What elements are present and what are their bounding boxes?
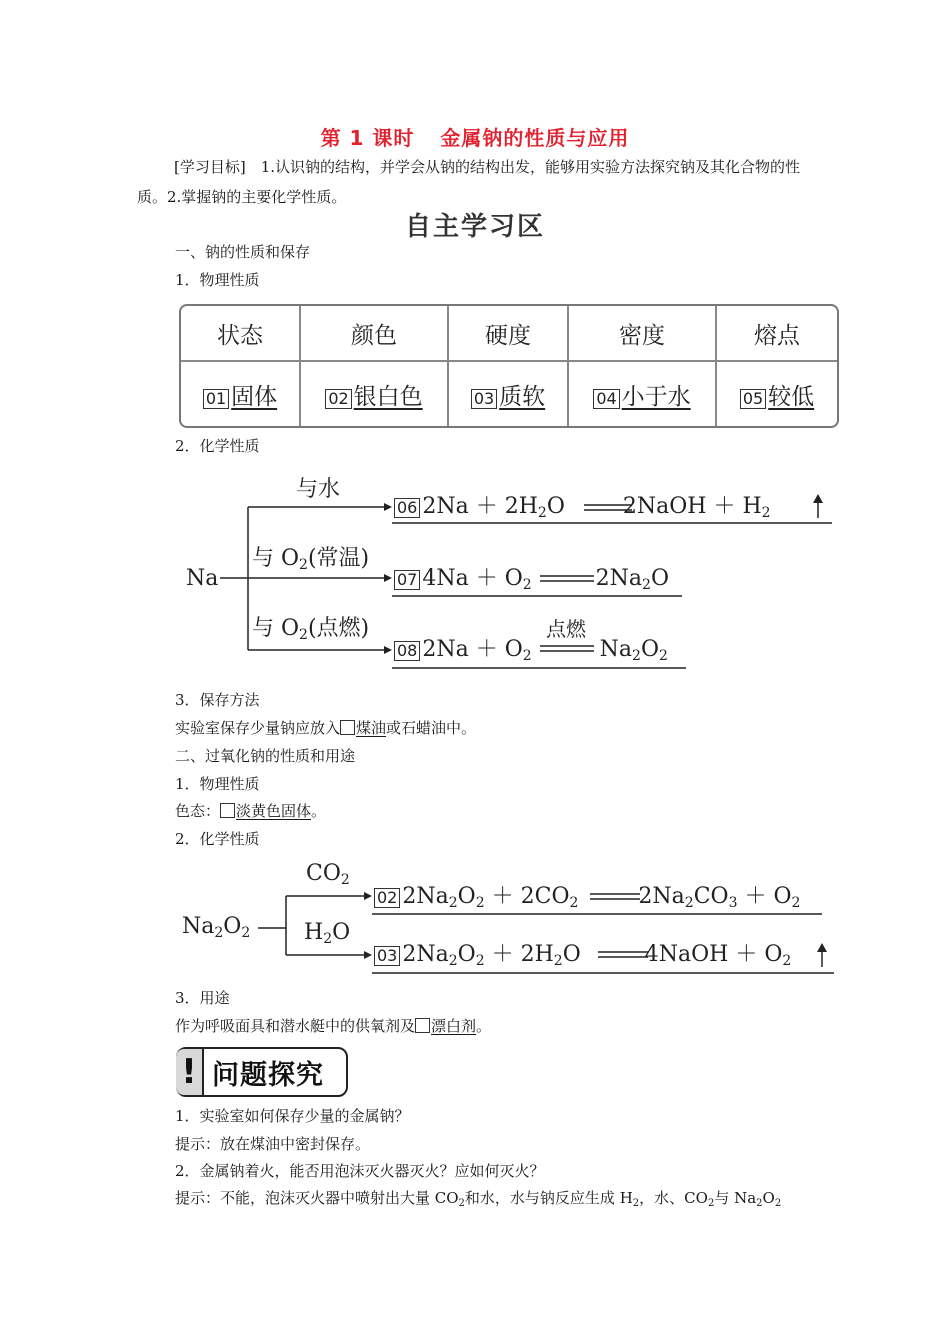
answer-2: 提示：不能，泡沫灭火器中喷射出大量 $CO_2$和水，水与钠反应生成 $H_2$，水、$CO_2$与 $Na_2O_2$ [175,1189,782,1209]
storage-method-heading: 3．保存方法 [175,691,260,709]
branch-water: $H_2O$ [304,920,351,947]
peroxide-color-text: 色态： 淡黄色固体。 [175,802,327,820]
equation-peroxide-co2: 02 $2Na_2O_2 + 2CO_2$ $2Na_2CO_3 + O_2$ [374,884,800,916]
peroxide-chemical-heading: 2．化学性质 [175,830,260,848]
ignition-condition: 点燃 [546,617,586,641]
equation-sodium-water: 06 $2Na + 2H_2O$ 2NaOH ＋ $H_2$ [394,494,771,526]
question-1: 1．实验室如何保存少量的金属钠？ [175,1107,410,1125]
peroxide-uses-heading: 3．用途 [175,989,230,1007]
equation-sodium-oxygen-room-temp: 07 $4Na + O_2$ $2Na_2O$ [394,566,669,598]
table-header: 熔点 [717,306,837,362]
equation-peroxide-water: 03 $2Na_2O_2 + 2H_2O$ 4NaOH ＋ $O_2$ [374,942,791,974]
equation-sodium-oxygen-ignition: 08 $2Na + O_2$ $Na_2O_2$ [394,637,668,669]
section-2-heading: 二、过氧化钠的性质和用途 [175,747,356,765]
learning-objectives: [学习目标] 1.认识钠的结构，并学会从钠的结构出发，能够用实验方法探究钠及其化合物的性质。2.掌握钠的主要化学性质。 [137,158,801,206]
table-header: 颜色 [301,306,449,362]
table-cell: 03 质软 [449,362,569,426]
table-header: 硬度 [449,306,569,362]
table-header: 密度 [569,306,717,362]
section-1-heading: 一、钠的性质和保存 [175,243,311,261]
branch-with-oxygen-room-temp: 与 $O_2$(常温) [252,546,370,573]
branch-with-oxygen-ignition: 与 $O_2$(点燃) [252,616,370,643]
sodium-label: Na [186,566,219,591]
section-heading: 自主学习区 [404,212,545,242]
table-cell: 02 银白色 [301,362,449,426]
branch-co2: $CO_2$ [306,861,350,888]
banner-text: 问题探究 [212,1059,324,1091]
sodium-peroxide-label: $Na_2O_2$ [182,914,251,941]
chemical-properties-heading: 2．化学性质 [175,437,260,455]
lesson-title: 第 1 课时 金属钠的性质与应用 [320,126,630,150]
table-header: 状态 [181,306,301,362]
exclamation-icon: ! [176,1049,204,1095]
answer-1: 提示：放在煤油中密封保存。 [175,1135,371,1153]
inquiry-banner [176,1047,348,1097]
peroxide-physical-heading: 1．物理性质 [175,775,260,793]
physical-properties-heading: 1．物理性质 [175,271,260,289]
storage-method-text: 实验室保存少量钠应放入 煤油或石蜡油中。 [175,719,477,737]
table-cell: 01 固体 [181,362,301,426]
peroxide-uses-text: 作为呼吸面具和潜水艇中的供氧剂及 漂白剂。 [175,1017,492,1035]
question-2: 2．金属钠着火，能否用泡沫灭火器灭火？应如何灭火？ [175,1162,545,1180]
table-cell: 05 较低 [717,362,837,426]
table-cell: 04 小于水 [569,362,717,426]
branch-with-water: 与水 [296,477,341,502]
